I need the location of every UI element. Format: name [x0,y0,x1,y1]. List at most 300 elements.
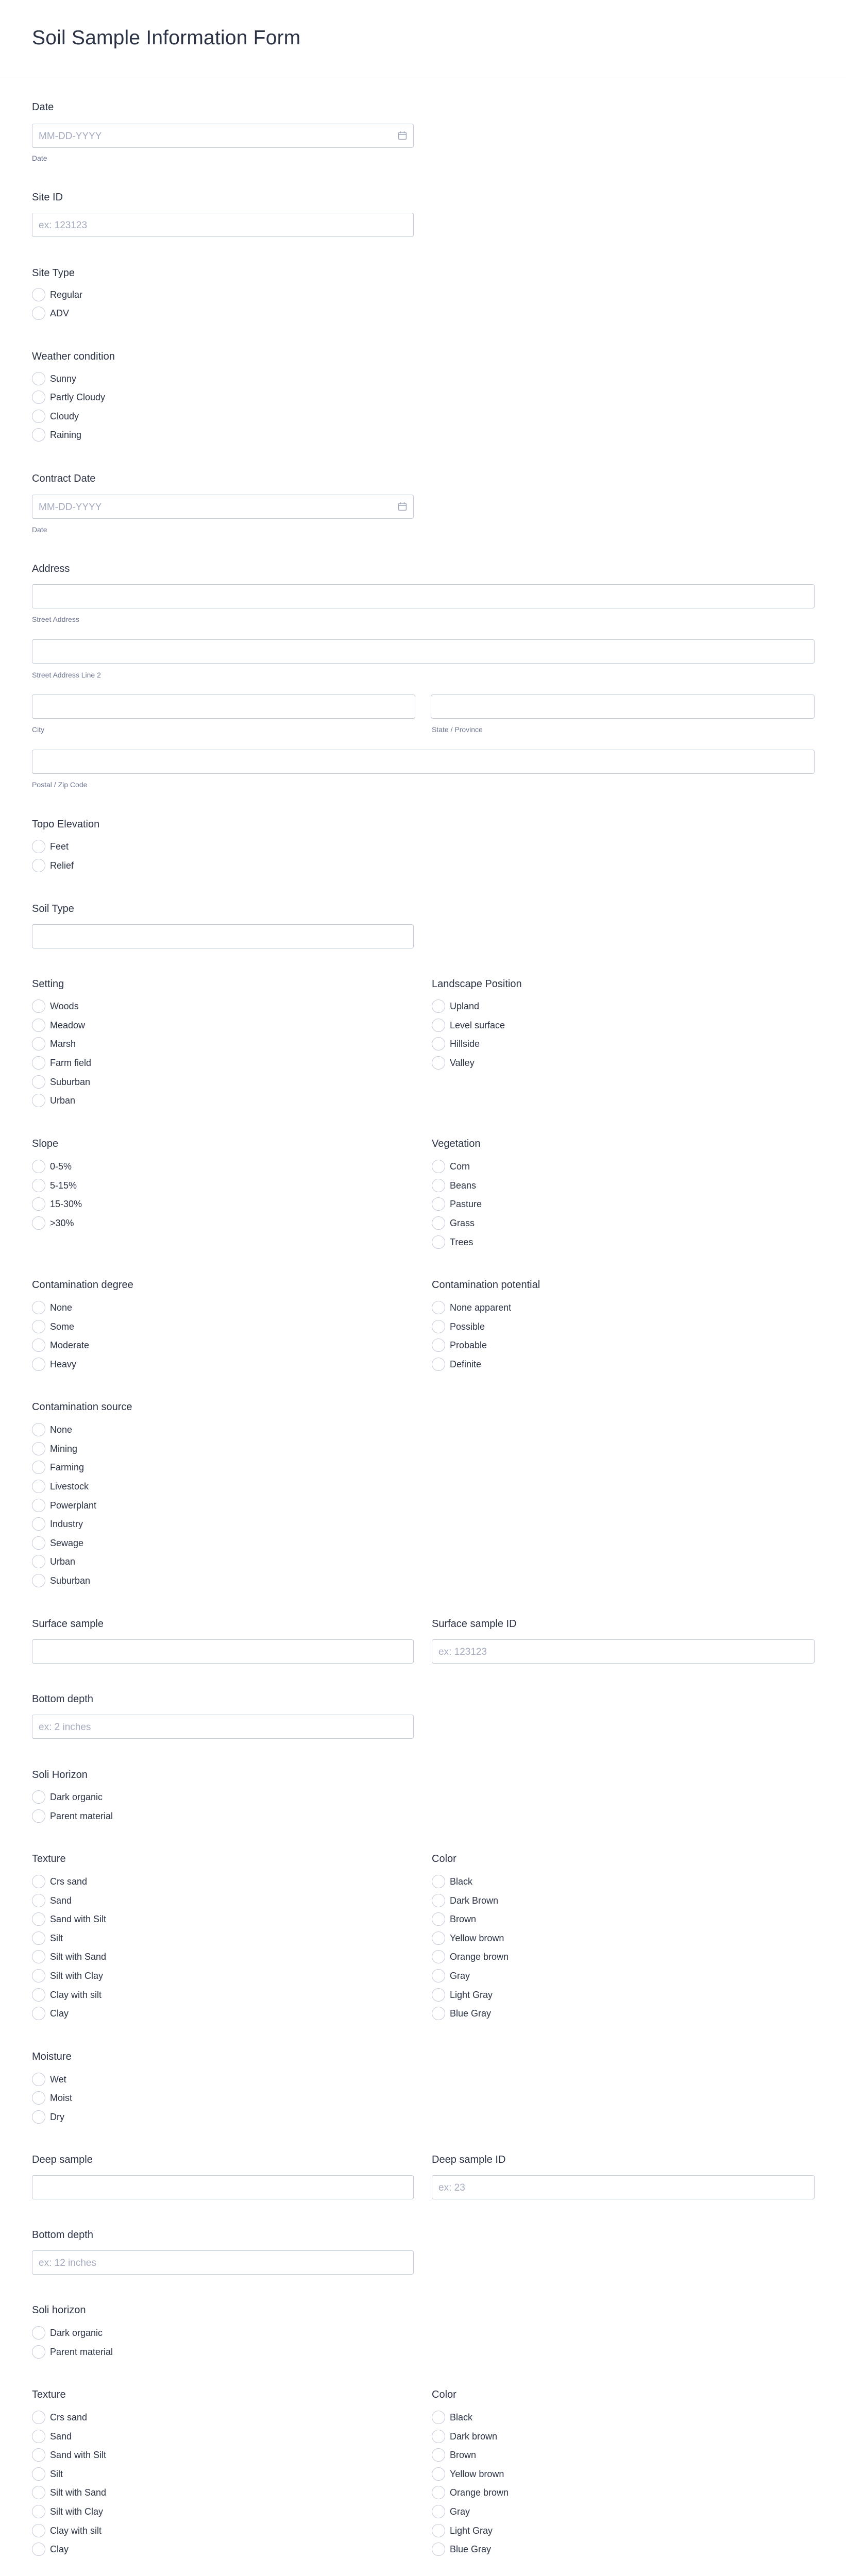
option-label: Raining [50,429,82,440]
radio-button[interactable] [32,2091,45,2105]
option-label: Suburban [50,1575,91,1586]
contamination-potential-option[interactable] [432,1338,487,1352]
option-label: Urban [50,1095,76,1106]
bottom-depth-placeholder: ex: 12 inches [39,2258,96,2268]
option-label: Orange brown [450,2487,509,2498]
deep-sample-id-label: Deep sample ID [432,2154,506,2165]
texture-option[interactable] [32,2006,69,2021]
option-label: Clay [50,2544,69,2554]
color-option[interactable] [432,2006,491,2021]
moisture-option[interactable] [32,2110,64,2124]
option-label: Some [50,1321,75,1332]
option-label: Suburban [50,1076,91,1087]
soil-horizon-option[interactable] [32,2326,103,2340]
site-id-placeholder: ex: 123123 [39,220,88,231]
option-label: Blue Gray [450,2544,492,2554]
radio-button[interactable] [32,391,45,404]
calendar-icon[interactable] [398,131,407,140]
contamination-potential-label: Contamination potential [432,1279,540,1291]
contract-date-placeholder: MM-DD-YYYY [39,502,102,513]
radio-button[interactable] [432,1358,445,1371]
street-address-input[interactable] [32,584,815,608]
radio-button[interactable] [32,1517,45,1531]
color-option[interactable] [432,2485,509,2500]
color-option[interactable] [432,2523,493,2538]
radio-button[interactable] [32,2467,45,2481]
setting-option[interactable] [32,999,79,1013]
option-label: Clay [50,2008,69,2019]
radio-button[interactable] [32,1442,45,1455]
postal-code-input[interactable] [32,750,815,774]
site-id-label: Site ID [32,192,63,203]
weather-option[interactable] [32,409,79,423]
option-label: ADV [50,308,70,318]
landscape-option[interactable] [432,1018,505,1032]
weather-option[interactable] [32,428,81,442]
option-label: Crs sand [50,2412,88,2422]
option-label: None apparent [450,1302,512,1313]
surface-sample-id-input[interactable] [432,1639,815,1664]
radio-button[interactable] [32,410,45,423]
soil-horizon-option[interactable] [32,2345,113,2359]
radio-button[interactable] [432,1320,445,1333]
vegetation-option[interactable] [432,1197,482,1211]
soil-type-label: Soil Type [32,903,74,914]
setting-option[interactable] [32,1056,91,1070]
weather-label: Weather condition [32,351,115,362]
radio-button[interactable] [432,2411,445,2424]
radio-button[interactable] [432,2467,445,2481]
radio-button[interactable] [432,1301,445,1314]
option-label: Farming [50,1462,84,1472]
street-address-sublabel: Street Address [32,615,79,623]
surface-sample-label: Surface sample [32,1618,104,1630]
option-label: Yellow brown [450,2468,504,2479]
radio-button[interactable] [432,2486,445,2499]
radio-button[interactable] [432,1894,445,1907]
contamination-source-option[interactable] [32,1536,83,1550]
contamination-source-option[interactable] [32,1498,96,1513]
radio-button[interactable] [32,1950,45,1963]
radio-button[interactable] [432,1912,445,1926]
radio-button[interactable] [32,1536,45,1550]
color-option[interactable] [432,2429,497,2444]
slope-option[interactable] [32,1178,77,1193]
radio-button[interactable] [432,1950,445,1963]
option-label: Silt with Clay [50,2506,104,2517]
topo-option[interactable] [32,858,74,873]
texture-option[interactable] [32,2485,106,2500]
radio-button[interactable] [432,2543,445,2556]
setting-label: Setting [32,978,64,990]
radio-button[interactable] [432,1160,445,1173]
option-label: Silt with Clay [50,1970,104,1981]
option-label: Blue Gray [450,2008,492,2019]
radio-button[interactable] [32,859,45,872]
option-label: Sand [50,1895,72,1906]
option-label: Definite [450,1359,482,1369]
deep-sample-id-input[interactable] [432,2175,815,2199]
radio-button[interactable] [432,2524,445,2537]
radio-button[interactable] [32,1320,45,1333]
option-label: Industry [50,1518,83,1529]
radio-button[interactable] [432,1056,445,1070]
radio-button[interactable] [432,2505,445,2518]
texture-option[interactable] [32,2467,63,2481]
contamination-source-option[interactable] [32,1442,77,1456]
setting-option[interactable] [32,1018,85,1032]
option-label: Regular [50,289,83,300]
radio-button[interactable] [32,1480,45,1493]
surface-sample-id-placeholder: ex: 123123 [438,1647,487,1657]
moisture-option[interactable] [32,2072,66,2087]
radio-button[interactable] [32,2345,45,2359]
option-label: Sand [50,2431,72,2442]
radio-button[interactable] [32,1075,45,1089]
deep-sample-input[interactable] [32,2175,414,2199]
texture-option[interactable] [32,1950,106,1964]
soil-horizon-option[interactable] [32,1790,103,1804]
option-label: Possible [450,1321,485,1332]
deep-sample-label: Deep sample [32,2154,93,2165]
radio-button[interactable] [432,2448,445,2462]
color-option[interactable] [432,1969,470,1983]
texture-option[interactable] [32,2410,87,2425]
weather-option[interactable] [32,371,76,386]
radio-button[interactable] [432,2007,445,2020]
texture-option[interactable] [32,1988,101,2002]
option-label: Farm field [50,1057,92,1068]
surface-sample-id-label: Surface sample ID [432,1618,517,1630]
date-label: Date [32,101,54,113]
radio-button[interactable] [32,372,45,385]
option-label: None [50,1424,73,1435]
contamination-source-option[interactable] [32,1554,75,1569]
color-label: Color [432,1853,456,1865]
option-label: Dark brown [450,2431,498,2442]
radio-button[interactable] [32,2110,45,2124]
radio-button[interactable] [432,1019,445,1032]
soil-horizon-label: Soli horizon [32,2304,86,2316]
vegetation-option[interactable] [432,1216,475,1230]
radio-button[interactable] [32,1160,45,1173]
bottom-depth-label: Bottom depth [32,2229,93,2241]
radio-button[interactable] [32,2524,45,2537]
texture-option[interactable] [32,1912,106,1926]
slope-option[interactable] [32,1159,72,1174]
weather-option[interactable] [32,390,105,404]
landscape-option[interactable] [432,999,479,1013]
address-label: Address [32,563,70,574]
setting-option[interactable] [32,1093,75,1108]
option-label: Gray [450,1970,470,1981]
texture-option[interactable] [32,2523,101,2538]
color-option[interactable] [432,2448,476,2462]
option-label: Orange brown [450,1951,509,1962]
option-label: Corn [450,1161,470,1172]
radio-button[interactable] [432,1988,445,2002]
radio-button[interactable] [32,2448,45,2462]
city-input[interactable] [32,694,415,719]
page-title: Soil Sample Information Form [32,27,301,49]
vegetation-option[interactable] [432,1235,473,1249]
contamination-source-option[interactable] [32,1422,72,1437]
option-label: Sand with Silt [50,1913,107,1924]
city-sublabel: City [32,725,45,734]
slope-option[interactable] [32,1216,74,1230]
form-header [0,0,846,77]
color-option[interactable] [432,1874,472,1889]
option-label: Dark organic [50,1791,103,1802]
radio-button[interactable] [432,1216,445,1230]
radio-button[interactable] [432,1969,445,1982]
contract-date-field[interactable] [32,495,414,519]
radio-button[interactable] [32,1574,45,1587]
radio-button[interactable] [32,2073,45,2086]
state-input[interactable] [431,694,815,719]
radio-button[interactable] [32,1423,45,1436]
option-label: Sunny [50,373,77,384]
radio-button[interactable] [32,999,45,1013]
texture-option[interactable] [32,2448,106,2462]
color-option[interactable] [432,2467,504,2481]
slope-label: Slope [32,1138,59,1149]
radio-button[interactable] [432,999,445,1013]
landscape-option[interactable] [432,1056,475,1070]
vegetation-option[interactable] [432,1159,470,1174]
option-label: Beans [450,1180,477,1191]
option-label: Wet [50,2074,66,2084]
bottom-depth-input[interactable] [32,1715,414,1739]
radio-button[interactable] [32,1461,45,1474]
contamination-degree-option[interactable] [32,1319,74,1334]
bottom-depth-label: Bottom depth [32,1693,93,1705]
radio-button[interactable] [32,1301,45,1314]
radio-button[interactable] [32,1988,45,2002]
radio-button[interactable] [432,1037,445,1050]
radio-button[interactable] [32,2430,45,2443]
option-label: Black [450,2412,473,2422]
option-label: 15-30% [50,1198,82,1209]
radio-button[interactable] [432,2430,445,2443]
texture-option[interactable] [32,2542,69,2556]
postal-code-sublabel: Postal / Zip Code [32,781,88,789]
radio-button[interactable] [32,1056,45,1070]
option-label: Silt with Sand [50,1951,107,1962]
calendar-icon[interactable] [398,502,407,511]
contamination-source-option[interactable] [32,1460,84,1475]
topo-elevation-label: Topo Elevation [32,819,100,830]
radio-button[interactable] [32,1019,45,1032]
option-label: Heavy [50,1359,77,1369]
moisture-option[interactable] [32,2091,72,2105]
date-placeholder: MM-DD-YYYY [39,131,102,142]
radio-button[interactable] [32,1894,45,1907]
site-type-label: Site Type [32,267,75,279]
date-field[interactable] [32,124,414,148]
option-label: Mining [50,1443,78,1454]
option-label: Dark Brown [450,1895,499,1906]
bottom-depth-placeholder: ex: 2 inches [39,1722,91,1733]
soil-horizon-option[interactable] [32,1809,113,1823]
color-option[interactable] [432,1931,504,1945]
color-label: Color [432,2389,456,2400]
state-sublabel: State / Province [432,725,483,734]
site-type-option[interactable] [32,306,69,320]
deep-sample-id-placeholder: ex: 23 [438,2182,465,2193]
radio-button[interactable] [432,1875,445,1888]
option-label: Clay with silt [50,2525,102,2536]
option-label: Pasture [450,1198,482,1209]
moisture-label: Moisture [32,2051,72,2062]
option-label: Sewage [50,1537,84,1548]
texture-option[interactable] [32,1893,72,1908]
option-label: Marsh [50,1038,76,1049]
radio-button[interactable] [32,2486,45,2499]
radio-button[interactable] [32,1499,45,1512]
radio-button[interactable] [32,1037,45,1050]
landscape-option[interactable] [432,1037,480,1051]
color-option[interactable] [432,2542,491,2556]
radio-button[interactable] [432,1197,445,1211]
radio-button[interactable] [32,1094,45,1107]
option-label: 0-5% [50,1161,72,1172]
contract-date-sublabel: Date [32,526,47,534]
option-label: Gray [450,2506,470,2517]
date-sublabel: Date [32,154,47,162]
texture-option[interactable] [32,1969,103,1983]
option-label: Brown [450,2449,477,2460]
contamination-source-option[interactable] [32,1479,89,1494]
radio-button[interactable] [32,307,45,320]
option-label: Woods [50,1001,79,1011]
option-label: Silt with Sand [50,2487,107,2498]
radio-button[interactable] [32,1338,45,1352]
option-label: Moist [50,2092,73,2103]
texture-label: Texture [32,1853,66,1865]
contamination-source-option[interactable] [32,1517,83,1531]
radio-button[interactable] [32,428,45,442]
color-option[interactable] [432,1988,493,2002]
radio-button[interactable] [32,2543,45,2556]
radio-button[interactable] [32,1358,45,1371]
option-label: 5-15% [50,1180,77,1191]
option-label: Meadow [50,1020,86,1030]
option-label: Grass [450,1217,475,1228]
radio-button[interactable] [32,1555,45,1568]
radio-button[interactable] [432,1235,445,1249]
street-address-line2-input[interactable] [32,639,815,664]
color-option[interactable] [432,2504,470,2519]
option-label: Sand with Silt [50,2449,107,2460]
bottom-depth-input[interactable] [32,2250,414,2275]
radio-button[interactable] [32,1179,45,1192]
radio-button[interactable] [32,1931,45,1945]
radio-button[interactable] [32,1216,45,1230]
option-label: Partly Cloudy [50,392,106,402]
site-id-input[interactable] [32,213,414,237]
option-label: Upland [450,1001,480,1011]
site-type-option[interactable] [32,287,82,302]
vegetation-label: Vegetation [432,1138,481,1149]
radio-button[interactable] [32,288,45,301]
contamination-source-label: Contamination source [32,1401,132,1413]
color-option[interactable] [432,2410,472,2425]
option-label: Feet [50,841,69,852]
option-label: Light Gray [450,1989,493,2000]
radio-button[interactable] [32,2007,45,2020]
radio-button[interactable] [32,1197,45,1211]
radio-button[interactable] [32,1790,45,1804]
radio-button[interactable] [32,2505,45,2518]
option-label: Cloudy [50,411,79,421]
texture-option[interactable] [32,2504,103,2519]
topo-option[interactable] [32,839,69,854]
option-label: Urban [50,1556,76,1567]
contamination-potential-option[interactable] [432,1300,511,1315]
radio-button[interactable] [32,2326,45,2340]
option-label: Crs sand [50,1876,88,1887]
setting-option[interactable] [32,1037,76,1051]
color-option[interactable] [432,1893,498,1908]
option-label: Level surface [450,1020,505,1030]
option-label: Yellow brown [450,1933,504,1943]
contamination-degree-option[interactable] [32,1338,89,1352]
radio-button[interactable] [32,840,45,853]
option-label: Silt [50,1933,63,1943]
contamination-potential-option[interactable] [432,1319,485,1334]
street-address-line2-sublabel: Street Address Line 2 [32,671,101,679]
texture-option[interactable] [32,1931,63,1945]
option-label: Light Gray [450,2525,493,2536]
option-label: Parent material [50,2346,113,2357]
option-label: Relief [50,860,74,871]
soil-type-input[interactable] [32,924,414,948]
contamination-potential-option[interactable] [432,1357,481,1371]
option-label: Clay with silt [50,1989,102,2000]
radio-button[interactable] [32,1969,45,1982]
slope-option[interactable] [32,1197,82,1211]
radio-button[interactable] [432,1338,445,1352]
option-label: Black [450,1876,473,1887]
color-option[interactable] [432,1912,476,1926]
vegetation-option[interactable] [432,1178,476,1193]
contamination-degree-option[interactable] [32,1357,76,1371]
landscape-position-label: Landscape Position [432,978,522,990]
option-label: Parent material [50,1810,113,1821]
texture-option[interactable] [32,2429,72,2444]
radio-button[interactable] [32,1809,45,1823]
contamination-degree-option[interactable] [32,1300,72,1315]
option-label: Trees [450,1236,473,1247]
option-label: Hillside [450,1038,480,1049]
option-label: Silt [50,2468,63,2479]
option-label: Dark organic [50,2327,103,2338]
radio-button[interactable] [32,1912,45,1926]
surface-sample-input[interactable] [32,1639,414,1664]
radio-button[interactable] [32,1875,45,1888]
radio-button[interactable] [432,1931,445,1945]
option-label: Moderate [50,1340,90,1350]
option-label: >30% [50,1217,74,1228]
texture-option[interactable] [32,1874,87,1889]
setting-option[interactable] [32,1075,90,1089]
color-option[interactable] [432,1950,509,1964]
contract-date-label: Contract Date [32,473,96,484]
radio-button[interactable] [432,1179,445,1192]
contamination-source-option[interactable] [32,1573,90,1588]
radio-button[interactable] [32,2411,45,2424]
